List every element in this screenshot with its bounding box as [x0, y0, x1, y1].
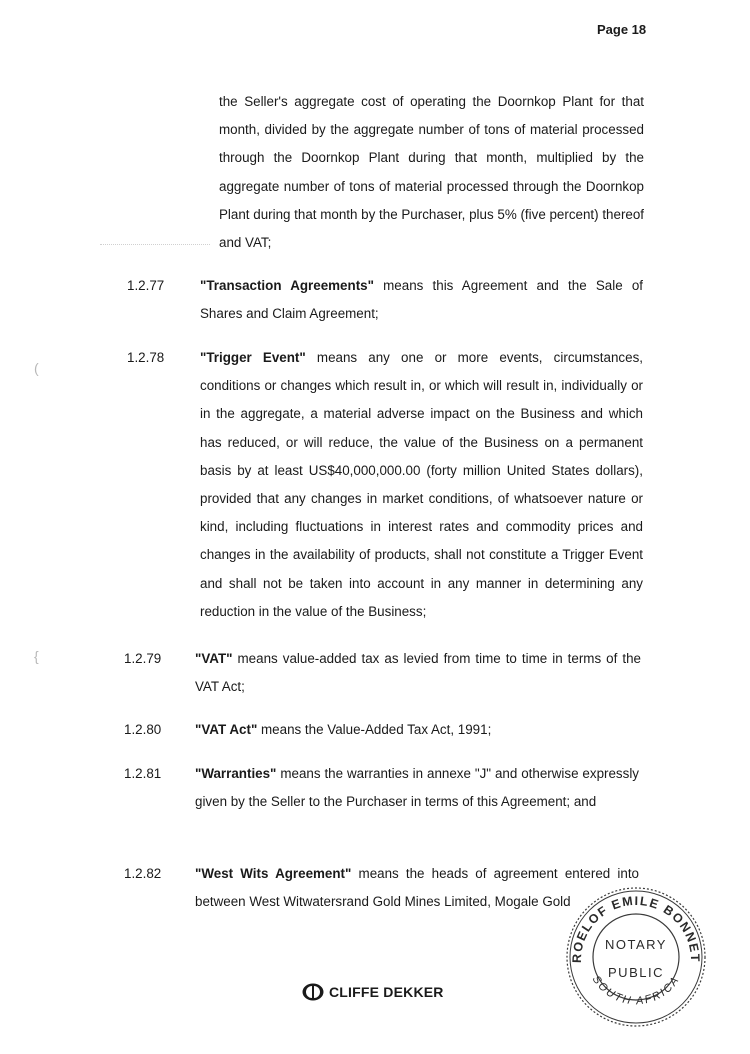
notary-seal-stamp [565, 886, 707, 1028]
scan-dotted-line [100, 244, 210, 245]
page-number: Page 18 [597, 22, 647, 37]
defined-term: "West Wits Agreement" [195, 866, 352, 881]
defined-term: "Transaction Agreements" [200, 278, 374, 293]
definition-text: means the heads of agreement entered into between West Witwatersrand Gold Mines Limited, Mogale Gold [195, 866, 639, 910]
defined-term: "Warranties" [195, 766, 277, 781]
footer-logo [302, 983, 444, 1001]
clause-number: 1.2.79 [124, 651, 162, 666]
continuation-paragraph: the Seller's aggregate cost of operating the Doornkop Plant for that month, divided by the aggregate number of tons of material processed through the Doornkop Plant during that month, multiplied by the aggregate number of tons of material processed through the Doornkop Plant during that month by the Purchaser, plus 5% (five percent) thereof and VAT; [219, 94, 645, 251]
clause-text [195, 716, 641, 744]
footer-logo-text: CLIFFE DEKKER [329, 984, 444, 1000]
definition-text: means this Agreement and the Sale of Shares and Claim Agreement; [200, 278, 643, 322]
clause-number: 1.2.81 [124, 766, 162, 781]
seal-line-notary: NOTARY [605, 937, 667, 952]
clause-number: 1.2.80 [124, 722, 162, 737]
clause-number: 1.2.78 [127, 350, 165, 365]
definition-text: means any one or more events, circumstances, conditions or changes which result in, or which will result in, individually or in the aggregate, a material adverse impact on the Business and which has reduced, or will reduce, the value of the Business on a permanent basis by at least US$40,000,000.00 (forty million United States dollars), provided that any changes in market conditions, of whatsoever nature or kind, including fluctuations in interest rates and commodity prices and changes in the availability of products, shall not constitute a Trigger Event and shall not be taken into account in any manner in determining any reduction in the value of the Business; [200, 350, 643, 619]
clause-text [200, 344, 643, 626]
seal-line-public: PUBLIC [608, 965, 664, 980]
scan-artifact-mark: ( [34, 360, 39, 376]
defined-term: "VAT Act" [195, 722, 258, 737]
definition-text: means the warranties in annexe "J" and otherwise expressly given by the Seller to the Purchaser in terms of this Agreement; and [195, 766, 639, 810]
defined-term: "VAT" [195, 651, 233, 666]
definition-text: means value-added tax as levied from time to time in terms of the VAT Act; [195, 651, 641, 695]
clause-text [195, 645, 641, 701]
definition-text: means the Value-Added Tax Act, 1991; [257, 722, 492, 737]
defined-term: "Trigger Event" [200, 350, 306, 365]
cliffe-dekker-logo-icon [302, 983, 324, 1001]
clause-number: 1.2.77 [127, 278, 165, 293]
clause-text [200, 272, 643, 328]
seal-bottom-text: SOUTH AFRICA [589, 973, 683, 1008]
clause-text [195, 760, 639, 816]
scan-artifact-mark: { [34, 648, 39, 664]
clause-number: 1.2.82 [124, 866, 162, 881]
seal-ring-text: ROELOF EMILE BONNET [569, 893, 703, 964]
